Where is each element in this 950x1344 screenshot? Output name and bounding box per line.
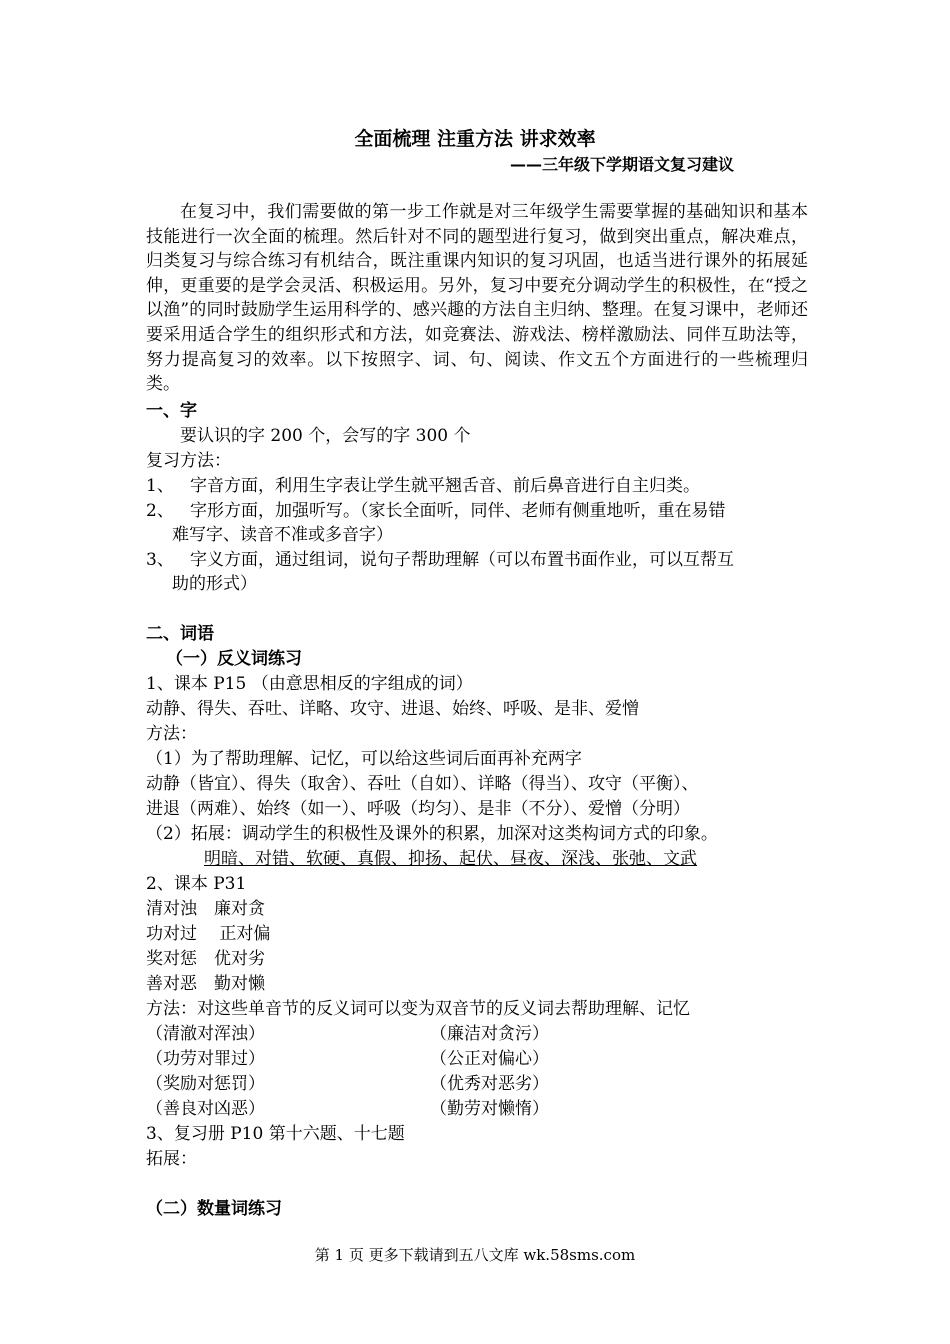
section-heading-characters: 一、字 [146, 401, 197, 421]
text-line: 动静、得失、吞吐、详略、攻守、进退、始终、呼吸、是非、爱憎 [146, 699, 639, 719]
underlined-word-list: 明暗、对错、软硬、真假、抑扬、起伏、昼夜、深浅、张弛、文武 [204, 849, 697, 869]
expanded-antonym: （功劳对罪过） [146, 1049, 265, 1069]
text-line: （1）为了帮助理解、记忆，可以给这些词后面再补充两字 [146, 749, 582, 769]
antonym-pair-line: 奖对惩 优对劣 [146, 949, 265, 969]
section-heading-words: 二、词语 [146, 624, 214, 644]
expanded-antonym: （优秀对恶劣） [430, 1074, 549, 1094]
characters-requirement: 要认识的字 200 个，会写的字 300 个 [180, 426, 471, 446]
page-subtitle: ——三年级下学期语文复习建议 [510, 155, 735, 174]
text-line: 2、课本 P31 [146, 874, 247, 894]
text-line: 动静（皆宜）、得失（取舍）、吞吐（自如）、详略（得当）、攻守（平衡）、 [146, 774, 699, 794]
expanded-antonym: （奖励对惩罚） [146, 1074, 265, 1094]
text-line: 方法： [146, 724, 197, 744]
list-item-text: 字形方面，加强听写。（家长全面听，同伴、老师有侧重地听，重在易错 [190, 501, 726, 521]
list-item-text-continued: 助的形式） [172, 574, 257, 594]
expanded-antonym: （勤劳对懒惰） [430, 1099, 549, 1119]
list-item-number: 3、 [146, 550, 174, 570]
list-item-text: 字音方面，利用生字表让学生就平翘舌音、前后鼻音进行自主归类。 [190, 476, 700, 496]
text-line: 方法：对这些单音节的反义词可以变为双音节的反义词去帮助理解、记忆 [146, 999, 690, 1019]
review-method-label: 复习方法： [146, 451, 231, 471]
expanded-antonym: （公正对偏心） [430, 1049, 549, 1069]
antonym-pair-line: 功对过 正对偏 [146, 924, 271, 944]
text-line: 3、复习册 P10 第十六题、十七题 [146, 1124, 405, 1144]
expanded-antonym: （清澈对浑浊） [146, 1024, 265, 1044]
subsection-quantifiers: （二）数量词练习 [146, 1199, 282, 1219]
expanded-antonym: （善良对凶恶） [146, 1099, 265, 1119]
antonym-pair-line: 清对浊 廉对贪 [146, 899, 265, 919]
text-line: （2）拓展：调动学生的积极性及课外的积累，加深对这类构词方式的印象。 [146, 824, 718, 844]
text-line: 1、课本 P15 （由意思相反的字组成的词） [146, 674, 473, 694]
list-item-text: 字义方面，通过组词，说句子帮助理解（可以布置书面作业，可以互帮互 [190, 550, 734, 570]
text-line: 进退（两难）、始终（如一）、呼吸（均匀）、是非（不分）、爱憎（分明） [146, 799, 690, 819]
subsection-antonyms: （一）反义词练习 [166, 649, 302, 669]
text-line: 拓展： [146, 1149, 197, 1169]
page-footer: 第 1 页 更多下载请到五八文库 wk.58sms.com [314, 1246, 636, 1264]
antonym-pair-line: 善对恶 勤对懒 [146, 974, 265, 994]
expanded-antonym: （廉洁对贪污） [430, 1024, 549, 1044]
list-item-number: 2、 [146, 501, 174, 521]
page-title: 全面梳理 注重方法 讲求效率 [354, 128, 596, 150]
intro-paragraph: 在复习中，我们需要做的第一步工作就是对三年级学生需要掌握的基础知识和基本技能进行一次全面的梳理。然后针对不同的题型进行复习，做到突出重点，解决难点，归类复习与综合练习有机结合，既注重课内知识的复习巩固，也适当进行课外的拓展延伸，更重要的是学会灵活、积极运用。另外，复习中要充分调动学生的积极性，在“授之以渔”的同时鼓励学生运用科学的、感兴趣的方法自主归纳、整理。在复习课中，老师还要采用适合学生的组织形式和方法，如竞赛法、游戏法、榜样激励法、同伴互助法等，努力提高复习的效率。以下按照字、词、句、阅读、作文五个方面进行的一些梳理归类。 [146, 202, 808, 395]
list-item-text-continued: 难写字、读音不准或多音字） [172, 525, 393, 545]
list-item-number: 1、 [146, 476, 174, 496]
